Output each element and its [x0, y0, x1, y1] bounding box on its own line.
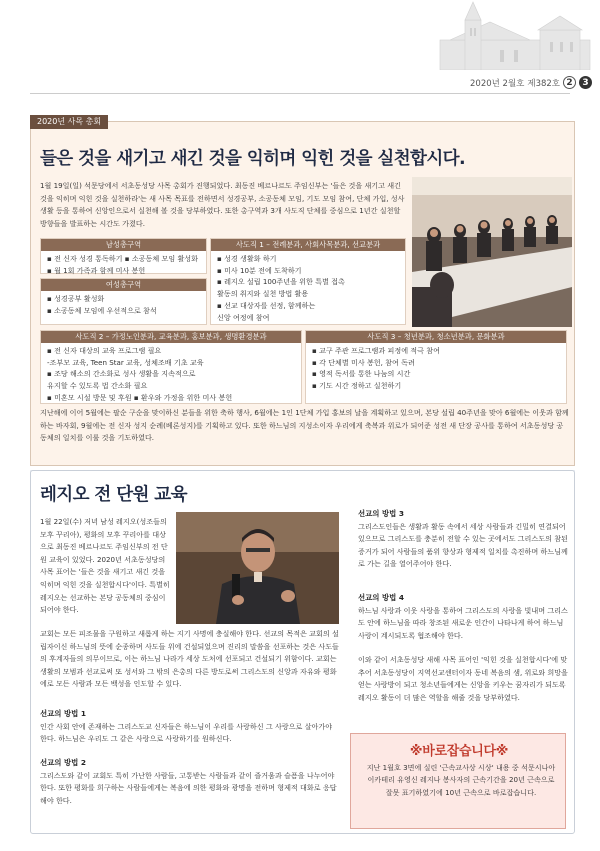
list-item: -조부모 교육, Teen Star 교육, 성체조배 기초 교육: [47, 357, 204, 367]
method3-block: [358, 508, 568, 576]
list-item: ▪ 기도 시간 정하고 실천하기: [312, 381, 402, 391]
method3-text: 그리스도인들은 생활과 활동 속에서 세상 사람들과 긴밀히 연결되어 있으므로 그리스도를 충분히 전할 수 있는 곳에서도 그리스도의 참된 증거가 되어 사람들의 품위 향상과 형제적 일치를 촉진하며 하느님께로 가는 길을 열어주어야 한다.: [358, 521, 568, 569]
method2-block: [40, 757, 340, 812]
list-item: ▪ 각 단체별 미사 봉헌, 참여 독려: [312, 357, 415, 367]
list-item: ▪ 교구 주관 프로그램과 피정에 적극 참여: [312, 346, 440, 355]
men-district-box: [40, 238, 207, 274]
list-item: ▪ 선교 대상자를 선정, 함께하는: [217, 300, 316, 310]
apostolate3-title: 사도직 3 – 청년분과, 청소년분과, 문화분과: [306, 331, 566, 343]
legio-intro-paragraph: 1월 22일(수) 저녁 남성 레지오(성조들의 모후 꾸리아), 평화의 모후 꾸리아를 대상으로 최동진 베르나르도 주임신부의 전 단원 교육이 있었다. 2020년 서초동성당의 사목 표어는 '들은 것을 새기고 새긴 것을 익히며 익힌 것을 실천합시다'이다. 특별히 레지오는 선교하는 본당 공동체의 중심이 되어야 한다.: [40, 517, 170, 615]
list-item: ▪ 월 1회 가족과 함께 미사 봉헌: [47, 265, 146, 275]
list-item: ▪ 성경공부 활성화: [47, 294, 105, 303]
assembly-meeting-photo: [412, 177, 572, 327]
issue-info: [470, 76, 592, 89]
method1-text: 인간 사회 안에 존재하는 그리스도교 신자들은 하느님이 우리를 사랑하신 그 사랑으로 살아가야 한다. 하느님은 우리도 그 같은 사랑으로 사랑하기를 원하신다.: [40, 721, 333, 744]
method1-title: 선교의 방법 1: [40, 709, 86, 718]
apostolate2-box: [40, 330, 302, 404]
list-item: ▪ 전 신자 성경 통독하기 ▪ 소공동체 모임 활성화: [47, 254, 198, 263]
apostolate3-box: [305, 330, 567, 404]
list-item: ▪ 성경 생활화 하기: [217, 254, 277, 263]
header-divider: [30, 93, 570, 94]
apostolate1-box: [210, 238, 406, 325]
method2-text: 그리스도와 같이 교회도 특히 가난한 사람들, 고통받는 사람들과 같이 즐거움과 슬픔을 나누어야 한다. 또한 평화를 희구하는 사람들에게는 복음에 의한 평화와 광명을 전하며 형제적 대화로 응답해야 한다.: [40, 770, 337, 805]
method4-text: 하느님 사랑과 이웃 사랑을 통하여 그리스도의 사랑을 빛내며 그리스도 안에 하느님을 따라 창조된 새로운 인간이 나타나게 하여 하느님 사랑이 계시되도록 협조해야 한다.: [358, 605, 568, 640]
method2-title: 선교의 방법 2: [40, 758, 86, 767]
page-number-left: 2: [563, 76, 576, 89]
list-item: ▪ 레지오 설립 100주년을 위한 특별 접촉: [217, 277, 345, 287]
church-illustration: [410, 0, 600, 70]
list-item: ▪ 영적 독서를 통한 나눔의 시간: [312, 369, 411, 379]
method4-title: 선교의 방법 4: [358, 593, 404, 602]
issue-date: 2020년 2월호: [470, 78, 525, 89]
correction-title: ※바로잡습니다※: [409, 744, 509, 759]
legio-closing-paragraph: 이와 같이 서초동성당 새해 사목 표어인 '익힌 것을 실천합시다'에 맞추어 서초동성당이 지역선교센터이자 동네 복음의 샘, 위로와 희망을 얻는 사랑방이 되고 청소년들에게는 신앙을 키우는 꿈자리가 되도록 레지오 활동이 더 많은 역할을 해줄 것을 당부하였다.: [358, 655, 568, 702]
assembly-closing: 지난해에 이어 5월에는 팔순 구순을 맞이하신 분들을 위한 축하 행사, 6월에는 1인 1단체 가입 홍보의 날을 계획하고 있으며, 본당 설립 40주년을 맞아 6월에는 이웃과 함께하는 바자회, 9월에는 전 신자 성지 순례(베론성지)를 기획하고 있다. 또한 하느님의 지성소이자 우리에게 축복과 위로가 되어준 성전 새 단장 공사를 통하여 서초동성당 공동체의 일치를 이룰 것을 기도하였다.: [40, 408, 569, 443]
men-district-title: 남성총구역: [41, 239, 206, 251]
list-item: 신앙 여정에 참여: [217, 312, 270, 322]
women-district-box: [40, 278, 207, 325]
assembly-intro: 1월 19일(일) 석문당에서 서초동성당 사목 총회가 진행되었다. 최동진 베르나르도 주임신부는 '들은 것을 새기고 새긴 것을 익히며 익힌 것을 실천하라'는 새 사목 목표를 전하면서 성경공부, 소공동체 모임, 기도 모임 참여, 단체 가입, 성사 생활 등을 통하여 신앙인으로서 실천해 볼 것을 당부하였다. 또한 총구역과 3개 사도직 단체를 중심으로 1년간 실천할 방향들을 발표하는 시간도 가졌다.: [40, 181, 405, 228]
apostolate1-title: 사도직 1 – 전례분과, 사회사목분과, 선교분과: [211, 239, 405, 251]
list-item: ▪ 조당 해소의 간소화로 성사 생활을 지속적으로: [47, 369, 196, 379]
women-district-title: 여성총구역: [41, 279, 206, 291]
correction-text: 지난 1월호 3면에 실린 '근속교사상 시상' 내용 중 석문시나아이카테리 유영신 레지나 봉사자의 근속기간을 20년 근속으로 잘못 표기하였기에 10년 근속으로 바로잡습니다.: [366, 763, 556, 797]
list-item: 유지할 수 있도록 법 간소화 필요: [47, 381, 148, 391]
assembly-headline: 들은 것을 새기고 새긴 것을 익히며 익힌 것을 실천합시다.: [40, 149, 466, 169]
method4-block: [358, 592, 568, 647]
list-item: ▪ 미사 10분 전에 도착하기: [217, 265, 302, 275]
method3-title: 선교의 방법 3: [358, 509, 404, 518]
list-item: ▪ 미혼모 시설 방문 및 후원 ▪ 환우와 가정을 위한 미사 봉헌: [47, 392, 233, 402]
page-number-right: 3: [579, 76, 592, 89]
legio-mission-paragraph: 교회는 모든 피조물을 구원하고 새롭게 하는 지기 사명에 충실해야 한다. 선교의 목적은 교회의 설립자이신 하느님의 뜻에 순종하며 사도들 위에 건설되었으며 진리의 말씀을 선포하는 것은 사도들의 후계자들의 의무이므로, 이는 하느님 나라가 세상 도처에 선포되고 건설되기 위함이다. 교회는 생활의 모범과 선교로써 또 성서와 그 밖의 은총의 다른 방도로써 그리스도의 신앙과 자유와 평화에로 모든 사람과 모든 백성을 인도할 수 있다.: [40, 629, 339, 689]
priest-lecture-photo: [176, 512, 339, 624]
legio-headline: 레지오 전 단원 교육: [40, 485, 187, 505]
list-item: ▪ 전 신자 대상의 교육 프로그램 필요: [47, 346, 162, 355]
section-tag: 2020년 사목 총회: [30, 115, 108, 129]
issue-number: 제382호: [527, 78, 561, 89]
list-item: ▪ 소공동체 모임에 우선적으로 참석: [47, 305, 157, 315]
correction-notice: [350, 733, 566, 829]
list-item: 활동의 취지와 실천 방법 활용: [217, 289, 309, 299]
method1-block: [40, 708, 340, 751]
apostolate2-title: 사도직 2 – 가정노인분과, 교육분과, 홍보분과, 생명환경분과: [41, 331, 301, 343]
